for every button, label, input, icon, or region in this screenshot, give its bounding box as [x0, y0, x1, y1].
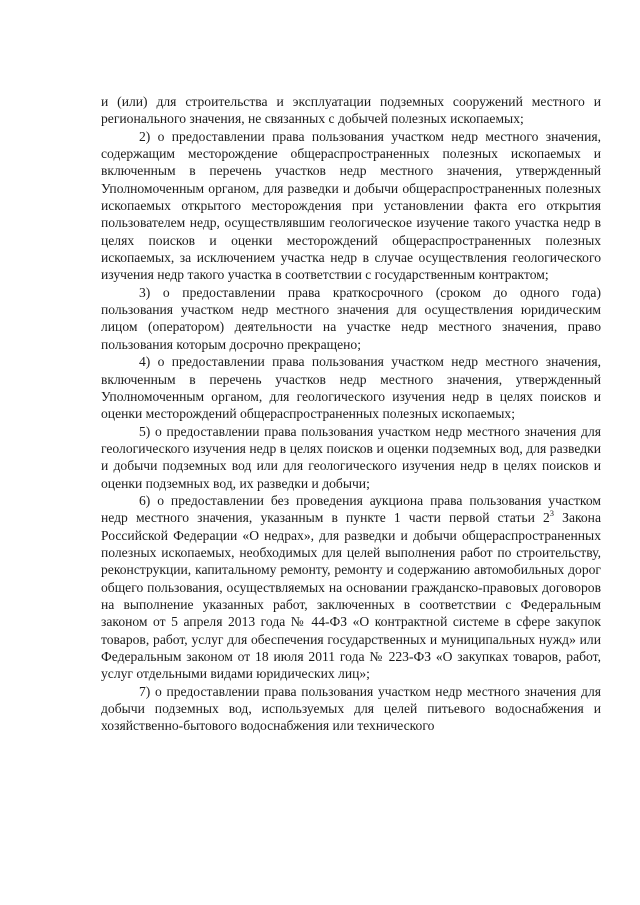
paragraph-item-4: 4) о предоставлении права пользования участком недр местного значения, включенным в перечень участков недр местного значения, утвержденный Уполномоченным органом, для геологического изучения недр в целях поисков и оценки месторождений общераспространенных полезных ископаемых;: [101, 354, 601, 422]
article-superscript: 3: [549, 507, 555, 518]
paragraph-continuation: и (или) для строительства и эксплуатации подземных сооружений местного и регионального значения, не связанных с добычей полезных ископаемых;: [101, 94, 601, 127]
paragraph-item-7: 7) о предоставлении права пользования участком недр местного значения для добычи подземных вод, используемых для целей питьевого водоснабжения и хозяйственно-бытового водоснабжения или технического: [101, 683, 601, 734]
paragraph-item-6-part-1: 6) о предоставлении без проведения аукциона права пользования участком недр местного значения, указанным в пункте 1 части первой статьи 2: [101, 492, 601, 526]
paragraph-item-3: 3) о предоставлении права краткосрочного (сроком до одного года) пользования участком недр местного значения для осуществления юридическим лицом (оператором) деятельности на участке недр местного значения, право пользования которым досрочно прекращено;: [101, 284, 601, 352]
paragraph-item-5: 5) о предоставлении права пользования участком недр местного значения для геологического изучения недр в целях поисков и оценки подземных вод, для разведки и добычи подземных вод или для геологического изучения недр в целях поисков и оценки подземных вод, их разведки и добычи;: [101, 423, 601, 491]
paragraph-item-6-part-2: Закона Российской Федерации «О недрах», для разведки и добычи общераспространенных полезных ископаемых, необходимых для целей выполнения работ по строительству, реконструкции, капитальному ремонту, ремонту и содержанию автомобильных дорог общего пользования, осуществляемых на основании гражданско-правовых договоров на выполнение указанных работ, заключенных в соответствии с Федеральным законом от 5 апреля 2013 года № 44-ФЗ «О контрактной системе в сфере закупок товаров, работ, услуг для обеспечения государственных и муниципальных нужд» или Федеральным законом от 18 июля 2011 года № 223-ФЗ «О закупках товаров, работ, услуг отдельными видами юридических лиц»;: [101, 510, 601, 682]
paragraph-item-2: 2) о предоставлении права пользования участком недр местного значения, содержащим месторождение общераспространенных полезных ископаемых и включенным в перечень участков недр местного значения, утвержденный Уполномоченным органом, для разведки и добычи общераспространенных полезных ископаемых открытого месторождения при установлении факта его открытия пользователем недр, осуществлявшим геологическое изучение такого участка недр в целях поисков и оценки месторождений общераспространенных полезных ископаемых, за исключением участка недр в случае осуществления геологического изучения недр такого участка в соответствии с государственным контрактом;: [101, 128, 601, 283]
paragraph-item-6: [101, 492, 601, 683]
document-body: [101, 93, 601, 735]
